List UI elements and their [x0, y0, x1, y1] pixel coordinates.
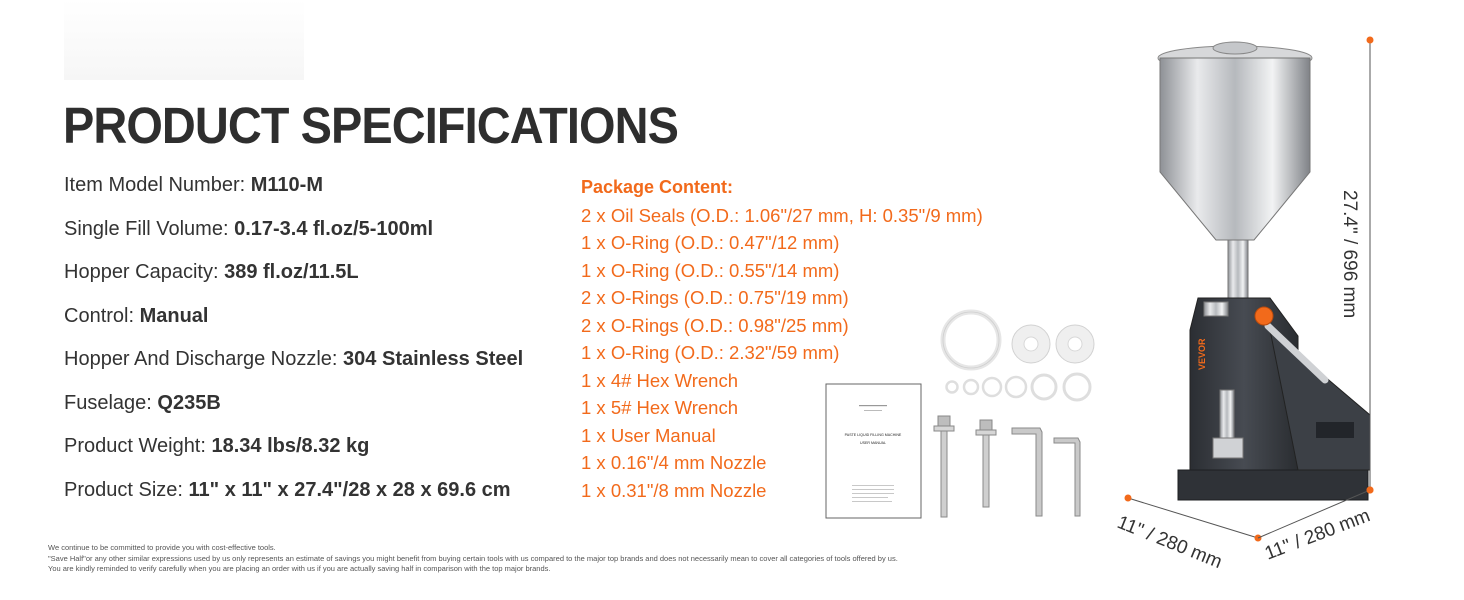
user-manual-image [826, 384, 921, 518]
o-ring-image [1032, 375, 1056, 399]
manual-subtitle-text: USER MANUAL [860, 441, 886, 445]
o-ring-image [964, 380, 978, 394]
package-item: 2 x O-Rings (O.D.: 0.98"/25 mm) [581, 314, 849, 336]
package-item: 1 x 4# Hex Wrench [581, 369, 738, 391]
o-ring-image [1006, 377, 1026, 397]
spec-hopper-capacity: Hopper Capacity: 389 fl.oz/11.5L [64, 261, 359, 283]
package-item: 1 x O-Ring (O.D.: 2.32"/59 mm) [581, 342, 840, 363]
o-ring-image [1064, 374, 1090, 400]
disclaimer-footnote [48, 543, 898, 575]
package-item: 1 x O-Ring (O.D.: 0.47"/12 mm) [581, 232, 840, 253]
package-item: 2 x O-Rings (O.D.: 0.75"/19 mm) [581, 287, 849, 308]
spec-weight: Product Weight: 18.34 lbs/8.32 kg [64, 435, 370, 457]
accessories-illustration [824, 300, 1104, 530]
package-item: 1 x 0.31"/8 mm Nozzle [581, 479, 767, 501]
top-background-band [64, 0, 304, 80]
package-item: 2 x Oil Seals (O.D.: 1.06"/27 mm, H: 0.35"/9 mm) [581, 204, 983, 226]
hex-wrench-image [1054, 438, 1080, 516]
depth-dimension-label: 11" / 280 mm [1114, 512, 1225, 574]
oil-seal-image [1012, 325, 1050, 363]
spec-size: Product Size: 11" x 11" x 27.4"/28 x 28 x 69.6 cm [64, 478, 511, 501]
manual-cover-text: PASTE LIQUID FILLING MACHINE [844, 433, 902, 437]
package-content-title: Package Content: [581, 177, 734, 197]
footnote-line: You are kindly reminded to verify carefully when you are placing an order with us if you are actually saving half in comparison with the top major brands. [48, 564, 551, 573]
filling-machine-image [1120, 30, 1460, 570]
o-ring-image [983, 378, 1001, 396]
spec-control: Control: Manual [64, 304, 209, 327]
footnote-line: We continue to be committed to provide you with cost-effective tools. [48, 543, 276, 552]
package-item: 1 x O-Ring (O.D.: 0.55"/14 mm) [581, 259, 840, 281]
nozzle-image [934, 416, 954, 517]
package-item: 1 x 5# Hex Wrench [581, 397, 738, 418]
width-dimension-label: 11" / 280 mm [1262, 505, 1374, 565]
hex-wrench-image [1012, 428, 1042, 516]
package-item: 1 x User Manual [581, 424, 716, 446]
footnote-line: "Save Half"or any other similar expressions used by us only represents an estimate of savings you might benefit from buying certain tools with us compared to the major top brands and does not necessarily mean to cover all categories of tools offered by us. [48, 553, 898, 563]
oil-seal-image [1056, 325, 1094, 363]
package-item: 1 x 0.16"/4 mm Nozzle [581, 452, 767, 473]
height-dimension-label: 27.4" / 696 mm [1339, 190, 1360, 319]
brand-logo: VEVOR [1197, 338, 1207, 370]
spec-material: Hopper And Discharge Nozzle: 304 Stainless Steel [64, 348, 524, 370]
page-title: PRODUCT SPECIFICATIONS [63, 97, 678, 154]
spec-fill-volume: Single Fill Volume: 0.17-3.4 fl.oz/5-100ml [64, 217, 434, 240]
spec-fuselage: Fuselage: Q235B [64, 391, 221, 414]
o-ring-image [947, 382, 958, 393]
spec-list [64, 174, 523, 522]
spec-model: Item Model Number: M110-M [64, 174, 323, 196]
nozzle-image [976, 420, 996, 507]
